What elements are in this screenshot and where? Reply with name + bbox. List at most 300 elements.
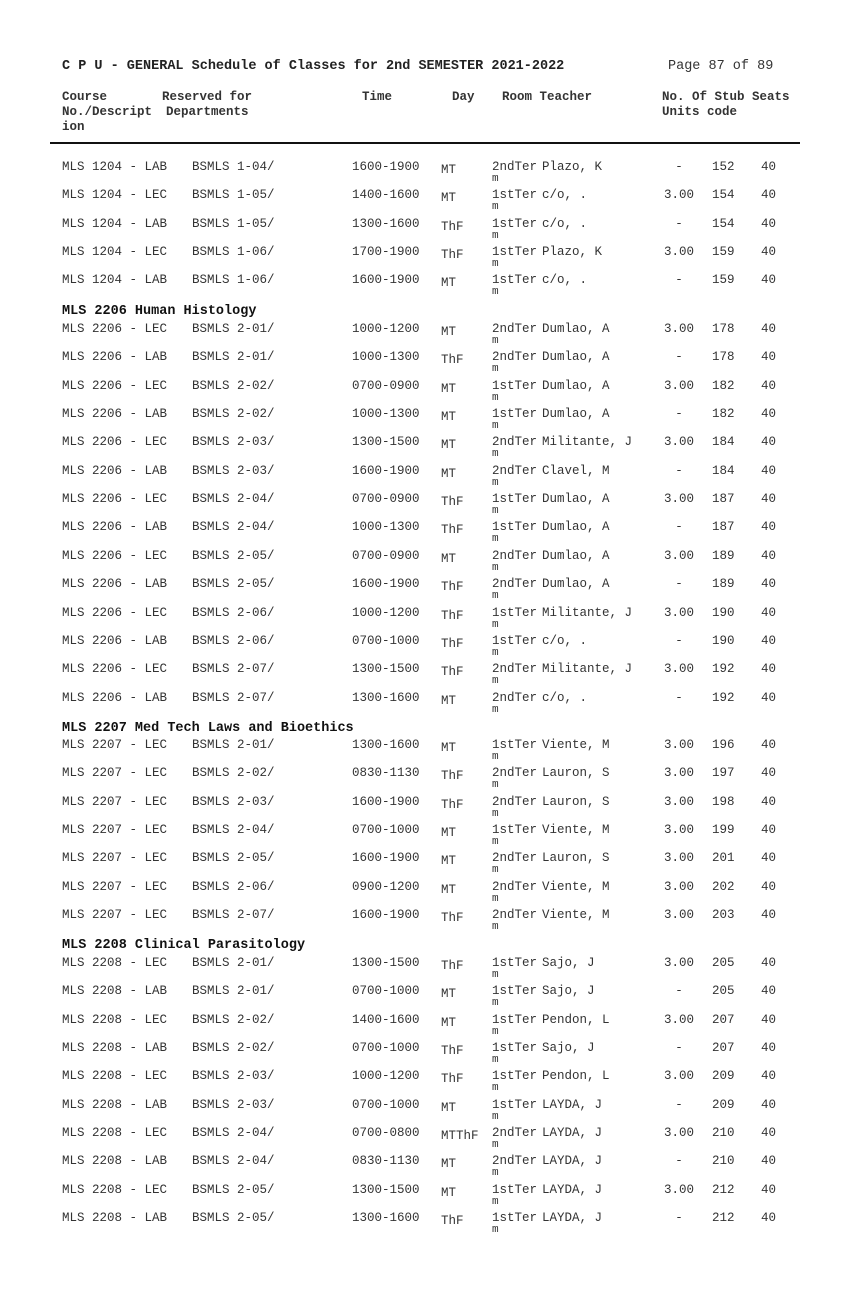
seats: 40	[761, 350, 777, 365]
time: 1400-1600	[352, 1012, 420, 1027]
reserved-for: BSMLS 1-05/	[192, 216, 275, 231]
room-suffix: m	[492, 1139, 499, 1152]
room: 2ndTer	[492, 908, 538, 923]
seats: 40	[761, 956, 777, 970]
room-suffix: m	[492, 751, 499, 763]
room-suffix: m	[492, 476, 499, 489]
room: 2ndTer	[492, 662, 538, 677]
time: 1600-1900	[352, 908, 420, 923]
room-suffix: m	[492, 836, 499, 849]
seats: 40	[761, 1182, 777, 1197]
reserved-for: BSMLS 2-07/	[192, 908, 275, 923]
table-row	[0, 1098, 850, 1126]
day: MT	[441, 551, 457, 566]
reserved-for: BSMLS 1-06/	[192, 273, 275, 288]
room-suffix: m	[492, 921, 499, 934]
time: 0700-1000	[352, 984, 420, 999]
room-suffix: m	[492, 779, 499, 792]
day: ThF	[441, 959, 464, 973]
course-code: MLS 2207 - LEC	[62, 908, 168, 923]
day: MT	[441, 438, 457, 453]
page-number: Page 87 of 89	[668, 59, 774, 74]
stub-code: 154	[712, 188, 735, 203]
column-header-units-code: Units code	[662, 105, 738, 119]
room: 1stTer	[492, 378, 538, 393]
seats: 40	[761, 851, 777, 866]
course-code: MLS 2206 - LEC	[62, 322, 168, 336]
room: 1stTer	[492, 1041, 538, 1056]
reserved-for: BSMLS 2-01/	[192, 984, 275, 999]
reserved-for: BSMLS 2-01/	[192, 322, 275, 336]
teacher: Lauron, S	[542, 794, 610, 809]
table-row	[0, 549, 850, 577]
day: MT	[441, 1015, 457, 1030]
table-row	[0, 880, 850, 908]
day: ThF	[441, 219, 464, 234]
teacher: Viente, M	[542, 738, 610, 752]
reserved-for: BSMLS 1-06/	[192, 245, 275, 260]
units: -	[675, 463, 683, 478]
room-suffix: m	[492, 590, 499, 603]
time: 1400-1600	[352, 188, 420, 203]
time: 1300-1600	[352, 1211, 420, 1226]
reserved-for: BSMLS 2-04/	[192, 492, 275, 507]
stub-code: 196	[712, 738, 735, 752]
room-suffix: m	[492, 533, 499, 546]
room-suffix: m	[492, 448, 499, 461]
teacher: Lauron, S	[542, 766, 610, 781]
reserved-for: BSMLS 2-02/	[192, 1012, 275, 1027]
teacher: LAYDA, J	[542, 1182, 603, 1197]
reserved-for: BSMLS 2-03/	[192, 794, 275, 809]
reserved-for: BSMLS 2-05/	[192, 1211, 275, 1226]
table-row	[0, 407, 850, 435]
course-code: MLS 2208 - LEC	[62, 1126, 168, 1141]
table-row	[0, 379, 850, 407]
room: 1stTer	[492, 1182, 538, 1197]
table-row	[0, 634, 850, 662]
units: -	[675, 984, 683, 999]
units: -	[675, 273, 683, 288]
seats: 40	[761, 908, 777, 923]
room: 2ndTer	[492, 577, 538, 592]
teacher: Lauron, S	[542, 851, 610, 866]
room-suffix: m	[492, 363, 499, 376]
time: 0700-0900	[352, 378, 420, 393]
room-suffix: m	[492, 258, 499, 271]
course-code: MLS 2207 - LEC	[62, 851, 168, 866]
time: 0900-1200	[352, 879, 420, 894]
seats: 40	[761, 1126, 777, 1141]
time: 1600-1900	[352, 851, 420, 866]
teacher: c/o, .	[542, 633, 588, 648]
units: 3.00	[663, 1182, 694, 1197]
table-row	[0, 766, 850, 794]
units: -	[675, 1154, 683, 1169]
time: 1600-1900	[352, 273, 420, 288]
units: 3.00	[663, 1069, 694, 1084]
units: -	[675, 350, 683, 365]
room-suffix: m	[492, 229, 499, 242]
course-code: MLS 2208 - LAB	[62, 1154, 168, 1169]
stub-code: 199	[712, 823, 735, 838]
column-header-reserved-line1: Reserved for	[162, 90, 253, 104]
units: 3.00	[663, 794, 694, 809]
time: 0700-0800	[352, 1126, 420, 1141]
room-suffix: m	[492, 420, 499, 433]
time: 1000-1200	[352, 605, 420, 620]
day: MT	[441, 191, 457, 206]
units: -	[675, 1211, 683, 1226]
course-code: MLS 2206 - LAB	[62, 350, 168, 365]
day: MT	[441, 987, 457, 1002]
units: -	[675, 1041, 683, 1056]
units: 3.00	[663, 662, 694, 677]
teacher: Viente, M	[542, 823, 610, 838]
room: 1stTer	[492, 738, 538, 752]
course-code: MLS 2206 - LAB	[62, 690, 168, 705]
stub-code: 192	[712, 662, 735, 677]
room: 1stTer	[492, 1069, 538, 1084]
reserved-for: BSMLS 2-03/	[192, 463, 275, 478]
room: 1stTer	[492, 188, 538, 203]
time: 1300-1600	[352, 216, 420, 231]
teacher: Pendon, L	[542, 1012, 610, 1027]
seats: 40	[761, 984, 777, 999]
table-row	[0, 851, 850, 879]
seats: 40	[761, 188, 777, 203]
room-suffix: m	[492, 618, 499, 631]
time: 1300-1500	[352, 1182, 420, 1197]
stub-code: 154	[712, 216, 735, 231]
time: 1300-1500	[352, 435, 420, 450]
teacher: LAYDA, J	[542, 1097, 603, 1112]
time: 1000-1200	[352, 322, 420, 336]
day: ThF	[441, 911, 464, 926]
stub-code: 178	[712, 322, 735, 336]
table-row	[0, 1041, 850, 1069]
room: 1stTer	[492, 1211, 538, 1226]
reserved-for: BSMLS 2-06/	[192, 633, 275, 648]
reserved-for: BSMLS 2-04/	[192, 520, 275, 535]
table-row	[0, 188, 850, 216]
time: 0700-1000	[352, 823, 420, 838]
room-suffix: m	[492, 1025, 499, 1038]
column-header-course-line1: Course	[62, 90, 108, 104]
table-row	[0, 908, 850, 936]
reserved-for: BSMLS 2-05/	[192, 851, 275, 866]
seats: 40	[761, 662, 777, 677]
teacher: Dumlao, A	[542, 492, 610, 507]
teacher: Pendon, L	[542, 1069, 610, 1084]
day: MT	[441, 1185, 457, 1200]
stub-code: 190	[712, 605, 735, 620]
units: 3.00	[663, 245, 694, 260]
reserved-for: BSMLS 2-03/	[192, 1097, 275, 1112]
course-code: MLS 2206 - LEC	[62, 548, 168, 563]
day: ThF	[441, 769, 464, 784]
course-code: MLS 2206 - LEC	[62, 378, 168, 393]
course-code: MLS 2208 - LAB	[62, 1211, 168, 1226]
course-code: MLS 2207 - LEC	[62, 823, 168, 838]
day: MT	[441, 163, 457, 177]
stub-code: 178	[712, 350, 735, 365]
stub-code: 182	[712, 378, 735, 393]
reserved-for: BSMLS 2-03/	[192, 1069, 275, 1084]
room: 1stTer	[492, 245, 538, 260]
teacher: c/o, .	[542, 690, 588, 705]
column-header-course-line2: No./Descript	[62, 105, 153, 119]
seats: 40	[761, 378, 777, 393]
stub-code: 201	[712, 851, 735, 866]
room: 2ndTer	[492, 548, 538, 563]
seats: 40	[761, 492, 777, 507]
seats: 40	[761, 633, 777, 648]
reserved-for: BSMLS 2-04/	[192, 1154, 275, 1169]
stub-code: 159	[712, 245, 735, 260]
room-suffix: m	[492, 807, 499, 820]
units: 3.00	[663, 766, 694, 781]
column-header-time: Time	[362, 90, 393, 104]
seats: 40	[761, 1097, 777, 1112]
course-code: MLS 2206 - LEC	[62, 662, 168, 677]
room-suffix: m	[492, 1110, 499, 1123]
section-heading: MLS 2208 Clinical Parasitology	[62, 938, 306, 954]
teacher: Dumlao, A	[542, 322, 610, 336]
room-suffix: m	[492, 997, 499, 1010]
room: 2ndTer	[492, 879, 538, 894]
room-suffix: m	[492, 1195, 499, 1208]
room-suffix: m	[492, 892, 499, 905]
course-code: MLS 2207 - LEC	[62, 766, 168, 781]
room: 1stTer	[492, 823, 538, 838]
stub-code: 192	[712, 690, 735, 705]
room-suffix: m	[492, 561, 499, 574]
day: MT	[441, 325, 457, 339]
course-code: MLS 1204 - LAB	[62, 216, 168, 231]
day: ThF	[441, 636, 464, 651]
course-code: MLS 2206 - LEC	[62, 435, 168, 450]
table-row	[0, 738, 850, 766]
day: MTThF	[441, 1129, 479, 1144]
units: 3.00	[663, 1126, 694, 1141]
column-header-reserved	[162, 90, 252, 105]
room: 1stTer	[492, 633, 538, 648]
course-code: MLS 1204 - LAB	[62, 160, 168, 174]
table-row	[0, 1069, 850, 1097]
column-header-day: Day	[452, 90, 475, 104]
course-code: MLS 1204 - LEC	[62, 188, 168, 203]
column-header-departments: Departments	[166, 105, 249, 119]
reserved-for: BSMLS 2-05/	[192, 1182, 275, 1197]
course-code: MLS 2207 - LEC	[62, 738, 168, 752]
day: MT	[441, 693, 457, 708]
table-row	[0, 606, 850, 634]
teacher: Viente, M	[542, 908, 610, 923]
room: 2ndTer	[492, 1126, 538, 1141]
units: 3.00	[663, 188, 694, 203]
seats: 40	[761, 1154, 777, 1169]
reserved-for: BSMLS 2-07/	[192, 690, 275, 705]
seats: 40	[761, 879, 777, 894]
seats: 40	[761, 823, 777, 838]
day: ThF	[441, 1214, 464, 1229]
stub-code: 203	[712, 908, 735, 923]
teacher: Plazo, K	[542, 245, 603, 260]
day: MT	[441, 1157, 457, 1172]
table-row	[0, 1154, 850, 1182]
teacher: c/o, .	[542, 273, 588, 288]
time: 0700-0900	[352, 492, 420, 507]
seats: 40	[761, 690, 777, 705]
room-suffix: m	[492, 1224, 499, 1237]
teacher: Dumlao, A	[542, 350, 610, 365]
stub-code: 207	[712, 1041, 735, 1056]
stub-code: 182	[712, 407, 735, 422]
room-suffix: m	[492, 864, 499, 877]
table-row	[0, 662, 850, 690]
room-suffix: m	[492, 646, 499, 659]
room-suffix: m	[492, 969, 499, 981]
table-row	[0, 273, 850, 301]
teacher: LAYDA, J	[542, 1154, 603, 1169]
stub-code: 205	[712, 956, 735, 970]
room: 2ndTer	[492, 794, 538, 809]
column-header-course-line3: ion	[62, 120, 85, 134]
units: 3.00	[663, 1012, 694, 1027]
units: -	[675, 216, 683, 231]
seats: 40	[761, 407, 777, 422]
day: ThF	[441, 665, 464, 680]
column-header-room-teacher: Room Teacher	[502, 90, 593, 104]
day: MT	[441, 410, 457, 425]
room-suffix: m	[492, 675, 499, 688]
units: 3.00	[663, 492, 694, 507]
stub-code: 209	[712, 1097, 735, 1112]
table-row	[0, 1013, 850, 1041]
seats: 40	[761, 435, 777, 450]
day: ThF	[441, 495, 464, 510]
teacher: Viente, M	[542, 879, 610, 894]
section-heading: MLS 2206 Human Histology	[62, 303, 257, 319]
units: 3.00	[663, 738, 694, 752]
column-header-course	[62, 90, 152, 135]
room: 2ndTer	[492, 350, 538, 365]
seats: 40	[761, 1069, 777, 1084]
teacher: Sajo, J	[542, 1041, 595, 1056]
seats: 40	[761, 322, 777, 336]
course-code: MLS 2206 - LAB	[62, 577, 168, 592]
stub-code: 210	[712, 1154, 735, 1169]
room-suffix: m	[492, 173, 499, 185]
units: -	[675, 160, 683, 174]
table-row	[0, 322, 850, 350]
course-code: MLS 2207 - LEC	[62, 794, 168, 809]
table-row	[0, 577, 850, 605]
table-row	[0, 1211, 850, 1239]
teacher: Sajo, J	[542, 984, 595, 999]
units: -	[675, 633, 683, 648]
table-row	[0, 795, 850, 823]
time: 1700-1900	[352, 245, 420, 260]
section-heading: MLS 2207 Med Tech Laws and Bioethics	[62, 720, 354, 736]
day: MT	[441, 826, 457, 841]
reserved-for: BSMLS 2-01/	[192, 738, 275, 752]
stub-code: 212	[712, 1182, 735, 1197]
day: MT	[441, 741, 457, 755]
course-code: MLS 2206 - LAB	[62, 633, 168, 648]
room-suffix: m	[492, 1167, 499, 1180]
stub-code: 205	[712, 984, 735, 999]
seats: 40	[761, 463, 777, 478]
header-rule	[50, 142, 800, 144]
table-row	[0, 984, 850, 1012]
stub-code: 197	[712, 766, 735, 781]
day: ThF	[441, 580, 464, 595]
course-code: MLS 2206 - LAB	[62, 463, 168, 478]
table-row	[0, 1183, 850, 1211]
course-code: MLS 2208 - LAB	[62, 1097, 168, 1112]
table-row	[0, 956, 850, 984]
units: 3.00	[663, 322, 694, 336]
table-row	[0, 245, 850, 273]
time: 1000-1300	[352, 520, 420, 535]
time: 1600-1900	[352, 160, 420, 174]
seats: 40	[761, 794, 777, 809]
units: -	[675, 1097, 683, 1112]
teacher: Militante, J	[542, 605, 633, 620]
room-suffix: m	[492, 335, 499, 347]
course-code: MLS 1204 - LAB	[62, 273, 168, 288]
day: ThF	[441, 523, 464, 538]
table-row	[0, 823, 850, 851]
teacher: LAYDA, J	[542, 1126, 603, 1141]
stub-code: 209	[712, 1069, 735, 1084]
teacher: c/o, .	[542, 216, 588, 231]
units: 3.00	[663, 823, 694, 838]
reserved-for: BSMLS 1-04/	[192, 160, 275, 174]
units: 3.00	[663, 956, 694, 970]
course-code: MLS 1204 - LEC	[62, 245, 168, 260]
units: -	[675, 407, 683, 422]
reserved-for: BSMLS 2-06/	[192, 605, 275, 620]
day: ThF	[441, 797, 464, 812]
room: 2ndTer	[492, 690, 538, 705]
table-row	[0, 464, 850, 492]
reserved-for: BSMLS 2-06/	[192, 879, 275, 894]
day: MT	[441, 854, 457, 869]
units: 3.00	[663, 851, 694, 866]
room-suffix: m	[492, 1082, 499, 1095]
reserved-for: BSMLS 2-02/	[192, 407, 275, 422]
stub-code: 212	[712, 1211, 735, 1226]
room: 2ndTer	[492, 435, 538, 450]
units: 3.00	[663, 605, 694, 620]
course-code: MLS 2208 - LEC	[62, 1182, 168, 1197]
course-code: MLS 2206 - LEC	[62, 605, 168, 620]
stub-code: 190	[712, 633, 735, 648]
course-code: MLS 2206 - LEC	[62, 492, 168, 507]
room: 2ndTer	[492, 766, 538, 781]
room-suffix: m	[492, 703, 499, 716]
seats: 40	[761, 160, 777, 174]
time: 1600-1900	[352, 577, 420, 592]
teacher: Dumlao, A	[542, 520, 610, 535]
room: 2ndTer	[492, 463, 538, 478]
table-row	[0, 350, 850, 378]
table-row	[0, 691, 850, 719]
day: ThF	[441, 608, 464, 623]
